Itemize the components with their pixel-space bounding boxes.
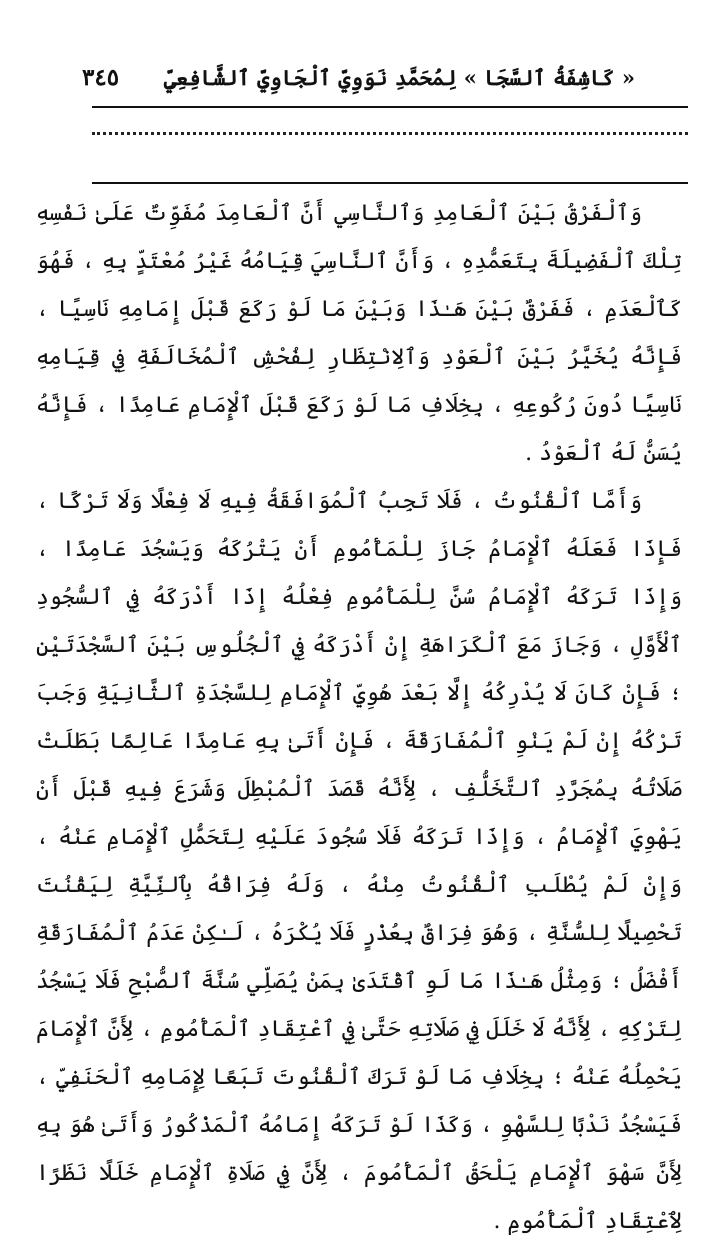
- page-number: ٣٤٥: [82, 63, 120, 91]
- running-title: « كَاشِفَةُ ٱلسَّجَا » لِمُحَمَّدِ نَوَوِيِّ ٱلْجَاوِيِّ ٱلشَّافِعِيِّ: [163, 64, 635, 90]
- paragraph: وَأَمَّا ٱلْقُنُوتُ ، فَلَا تَجِبُ ٱلْمُوَافَقَةُ فِيهِ لَا فِعْلًا وَلَا تَرْكًا ، فَإِذَا فَعَلَهُ ٱلْإِمَامُ جَازَ لِلْمَأْمُومِ أَنْ يَتْرُكَهُ وَيَسْجُدَ عَامِدًا ، وَإِذَا تَرَكَهُ ٱلْإِمَامُ سُنَّ لِلْمَأْمُومِ فِعْلُهُ إِذَا أَدْرَكَهُ فِي ٱلسُّجُودِ ٱلْأَوَّلِ ، وَجَازَ مَعَ ٱلْكَرَاهَةِ إِنْ أَدْرَكَهُ فِي ٱلْجُلُوسِ بَيْنَ ٱلسَّجْدَتَيْنِ ؛ فَإِنْ كَانَ لَا يُدْرِكُهُ إِلَّا بَعْدَ هُوِيِّ ٱلْإِمَامِ لِلسَّجْدَةِ ٱلثَّانِيَةِ وَجَبَ تَرْكُهُ إِنْ لَمْ يَنْوِ ٱلْمُفَارَقَةَ ، فَإِنْ أَتَىٰ بِهِ عَامِدًا عَالِمًا بَطَلَتْ صَلَاتُهُ بِمُجَرَّدِ ٱلتَّخَلُّفِ ، لِأَنَّهُ قَصَدَ ٱلْمُبْطِلَ وَشَرَعَ فِيهِ قَبْلَ أَنْ يَهْوِيَ ٱلْإِمَامُ ، وَإِذَا تَرَكَهُ فَلَا سُجُودَ عَلَيْهِ لِتَحَمُّلِ ٱلْإِمَامِ عَنْهُ ، وَإِنْ لَمْ يُطْلَبِ ٱلْقُنُوتُ مِنْهُ ، وَلَهُ فِرَاقُهُ بِٱلنِّيَّةِ لِيَقْنُتَ تَحْصِيلًا لِلسُّنَّةِ ، وَهُوَ فِرَاقٌ بِعُذْرٍ فَلَا يُكْرَهُ ، لَـٰكِنْ عَدَمُ ٱلْمُفَارَقَةِ أَفْضَلُ ؛ وَمِثْلُ هَـٰذَا مَا لَوِ ٱقْتَدَىٰ بِمَنْ يُصَلِّي سُنَّةَ ٱلصُّبْحِ فَلَا يَسْجُدُ لِتَرْكِهِ ، لِأَنَّهُ لَا خَلَلَ فِي صَلَاتِهِ حَتَّىٰ فِي ٱعْتِقَادِ ٱلْمَأْمُومِ ، لِأَنَّ ٱلْإِمَامَ يَحْمِلُهُ عَنْهُ ؛ بِخِلَافِ مَا لَوْ تَرَكَ ٱلْقُنُوتَ تَبَعًا لِإِمَامِهِ ٱلْحَنَفِيِّ ، فَيَسْجُدُ نَدْبًا لِلسَّهْوِ ، وَكَذَا لَوْ تَرَكَهُ إِمَامُهُ ٱلْمَذْكُورُ وَأَتَىٰ هُوَ بِهِ لِأَنَّ سَهْوَ ٱلْإِمَامِ يَلْحَقُ ٱلْمَأْمُومَ ، لِأَنَّ فِي صَلَاةِ ٱلْإِمَامِ خَلَلًا نَظَرًا لِٱعْتِقَادِ ٱلْمَأْمُومِ .: [36, 489, 682, 1234]
- header-rule: [92, 106, 688, 108]
- body-text: [36, 190, 682, 1246]
- paragraph: وَٱلْفَرْقُ بَيْنَ ٱلْعَامِدِ وَٱلنَّاسِي أَنَّ ٱلْعَامِدَ مُفَوِّتٌ عَلَىٰ نَفْسِهِ تِلْكَ ٱلْفَضِيلَةَ بِتَعَمُّدِهِ ، وَأَنَّ ٱلنَّاسِيَ قِيَامُهُ غَيْرُ مُعْتَدٍّ بِهِ ، فَهُوَ كَٱلْعَدَمِ ، فَفَرْقٌ بَيْنَ هَـٰذَا وَبَيْنَ مَا لَوْ رَكَعَ قَبْلَ إِمَامِهِ نَاسِيًا ، فَإِنَّهُ يُخَيَّرُ بَيْنَ ٱلْعَوْدِ وَٱلِانْتِظَارِ لِفُحْشِ ٱلْمُخَالَفَةِ فِي قِيَامِهِ نَاسِيًا دُونَ رُكُوعِهِ ، بِخِلَافِ مَا لَوْ رَكَعَ قَبْلَ ٱلْإِمَامِ عَامِدًا ، فَإِنَّهُ يُسَنُّ لَهُ ٱلْعَوْدُ .: [36, 201, 682, 466]
- dotted-separator: [92, 132, 688, 152]
- page-header: [82, 52, 635, 102]
- body-rule: [92, 182, 688, 184]
